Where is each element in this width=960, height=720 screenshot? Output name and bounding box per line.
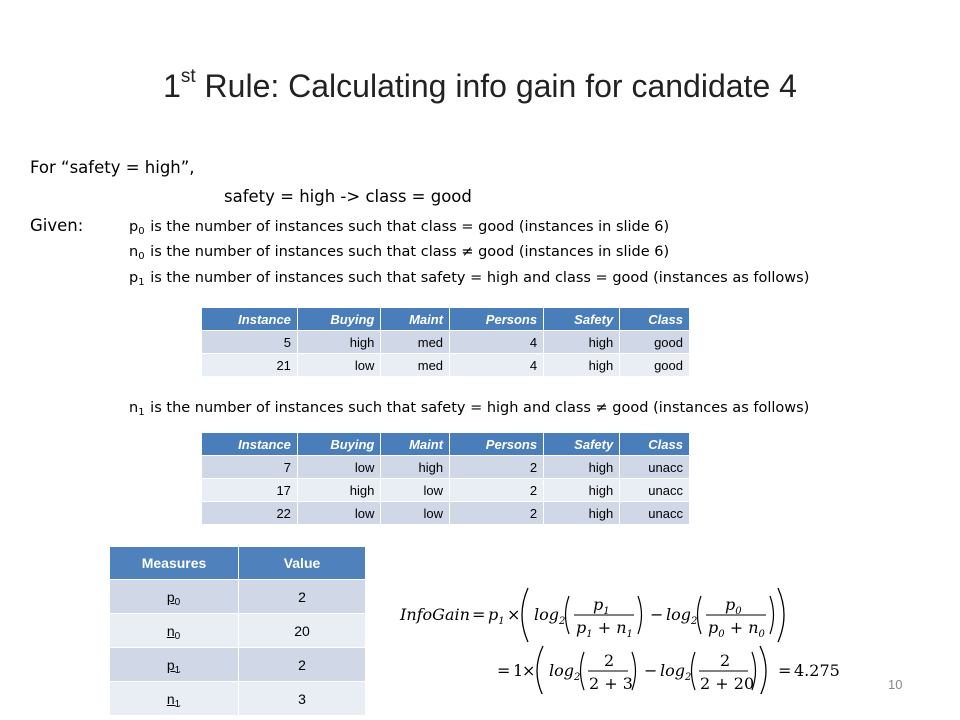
intro-line-2: safety = high -> class = good [224, 187, 472, 206]
formula-log2-d: $\log_2$ [660, 661, 692, 683]
measure-value: 20 [239, 614, 366, 648]
def-n1: $n_1$ is the number of instances such that safety = high and class ≠ good (instances as follows) [129, 400, 810, 418]
table-row [110, 682, 366, 716]
table-cell: low [297, 502, 380, 525]
paren-right-a [638, 596, 642, 634]
table-cell: high [544, 456, 620, 479]
outer-paren-right [778, 588, 784, 642]
def-p0: $p_0$ is the number of instances such that class = good (instances in slide 6) [129, 219, 670, 237]
intro-line-1: For “safety = high”, [30, 158, 195, 177]
table-cell: 17 [202, 479, 297, 502]
table-cell: 4 [450, 354, 544, 377]
table-cell: good [620, 331, 690, 354]
col-header: Class [620, 433, 690, 456]
col-header: Class [620, 308, 690, 331]
table-header-row [202, 308, 690, 331]
measure-value: 2 [239, 648, 366, 682]
measures-table [110, 547, 366, 715]
measure-value: 3 [239, 682, 366, 716]
outer-paren-left-2 [537, 646, 543, 694]
table-row [202, 331, 690, 354]
frac-d-den: 2 + 20 [700, 674, 755, 693]
frac-d-num: 2 [720, 651, 731, 670]
table-row [202, 479, 690, 502]
table-cell: high [544, 354, 620, 377]
frac-a-den: $p_1 + n_1$ [576, 618, 633, 640]
measure-name: $p_0$ [110, 580, 239, 614]
formula-equals-3: = [778, 661, 792, 680]
formula-log2-a: $\log_2$ [534, 605, 566, 627]
info-gain-formula [398, 584, 848, 694]
col-header: Buying [297, 433, 380, 456]
table-cell: unacc [620, 456, 690, 479]
col-header: Measures [110, 547, 239, 580]
table-cell: unacc [620, 479, 690, 502]
formula-lhs: InfoGain [400, 605, 470, 624]
table-cell: high [297, 479, 380, 502]
table-cell: med [381, 331, 450, 354]
col-header: Safety [544, 433, 620, 456]
measure-value: 2 [239, 580, 366, 614]
frac-a-num: $p_1$ [593, 595, 610, 617]
paren-left-a [566, 596, 570, 634]
table-row [110, 648, 366, 682]
paren-left-c [581, 652, 585, 690]
slide-title: 1st Rule: Calculating info gain for candidate 4 [163, 66, 797, 104]
table-cell: med [381, 354, 450, 377]
table-cell: high [544, 331, 620, 354]
table-row [202, 354, 690, 377]
table-cell: 7 [202, 456, 297, 479]
table-cell: high [544, 479, 620, 502]
table-row [202, 502, 690, 525]
table-cell: 4 [450, 331, 544, 354]
col-header: Maint [381, 433, 450, 456]
table-cell: 2 [450, 479, 544, 502]
paren-left-b [698, 596, 702, 634]
table-cell: high [381, 456, 450, 479]
formula-one: 1 [513, 661, 524, 680]
table-cell: 21 [202, 354, 297, 377]
outer-paren-left [522, 588, 528, 642]
formula-log2-b: $\log_2$ [666, 605, 698, 627]
table-row [110, 614, 366, 648]
measure-name: $p_1$ [110, 648, 239, 682]
paren-right-b [770, 596, 774, 634]
measure-name: $n_1$ [110, 682, 239, 716]
table-cell: 2 [450, 502, 544, 525]
col-header: Persons [450, 308, 544, 331]
col-header: Persons [450, 433, 544, 456]
table-cell: low [297, 456, 380, 479]
def-n0: $n_0$ is the number of instances such that class ≠ good (instances in slide 6) [129, 244, 670, 262]
table-cell: 2 [450, 456, 544, 479]
table-cell: high [297, 331, 380, 354]
formula-result: 4.275 [794, 661, 840, 680]
formula-equals: = [472, 605, 486, 624]
formula-minus-2: − [644, 661, 658, 680]
col-header: Buying [297, 308, 380, 331]
table-cell: 22 [202, 502, 297, 525]
frac-c-den: 2 + 3 [589, 674, 633, 693]
col-header: Instance [202, 308, 297, 331]
formula-p1: $p_1$ [488, 605, 505, 627]
measure-name: $n_0$ [110, 614, 239, 648]
table-cell: 5 [202, 331, 297, 354]
table-header-row [110, 547, 366, 580]
instances-table-positive [202, 308, 690, 376]
formula-times: × [507, 605, 521, 624]
col-header: Value [239, 547, 366, 580]
def-p1: $p_1$ is the number of instances such that safety = high and class = good (instances as follows) [129, 270, 810, 288]
table-row [110, 580, 366, 614]
outer-paren-right-2 [760, 646, 766, 694]
frac-b-num: $p_0$ [725, 595, 742, 617]
frac-c-num: 2 [604, 651, 615, 670]
table-cell: low [381, 479, 450, 502]
formula-equals-2: = [497, 661, 511, 680]
table-cell: unacc [620, 502, 690, 525]
col-header: Safety [544, 308, 620, 331]
table-row [202, 456, 690, 479]
page-number: 10 [888, 677, 903, 692]
col-header: Instance [202, 433, 297, 456]
table-header-row [202, 433, 690, 456]
frac-b-den: $p_0 + n_0$ [708, 618, 765, 640]
col-header: Maint [381, 308, 450, 331]
paren-left-d [692, 652, 696, 690]
table-cell: low [297, 354, 380, 377]
formula-times-2: × [522, 661, 536, 680]
formula-log2-c: $\log_2$ [549, 661, 581, 683]
instances-table-negative [202, 433, 690, 524]
table-cell: low [381, 502, 450, 525]
table-cell: good [620, 354, 690, 377]
table-cell: high [544, 502, 620, 525]
formula-minus: − [650, 605, 664, 624]
given-label: Given: [30, 216, 84, 235]
